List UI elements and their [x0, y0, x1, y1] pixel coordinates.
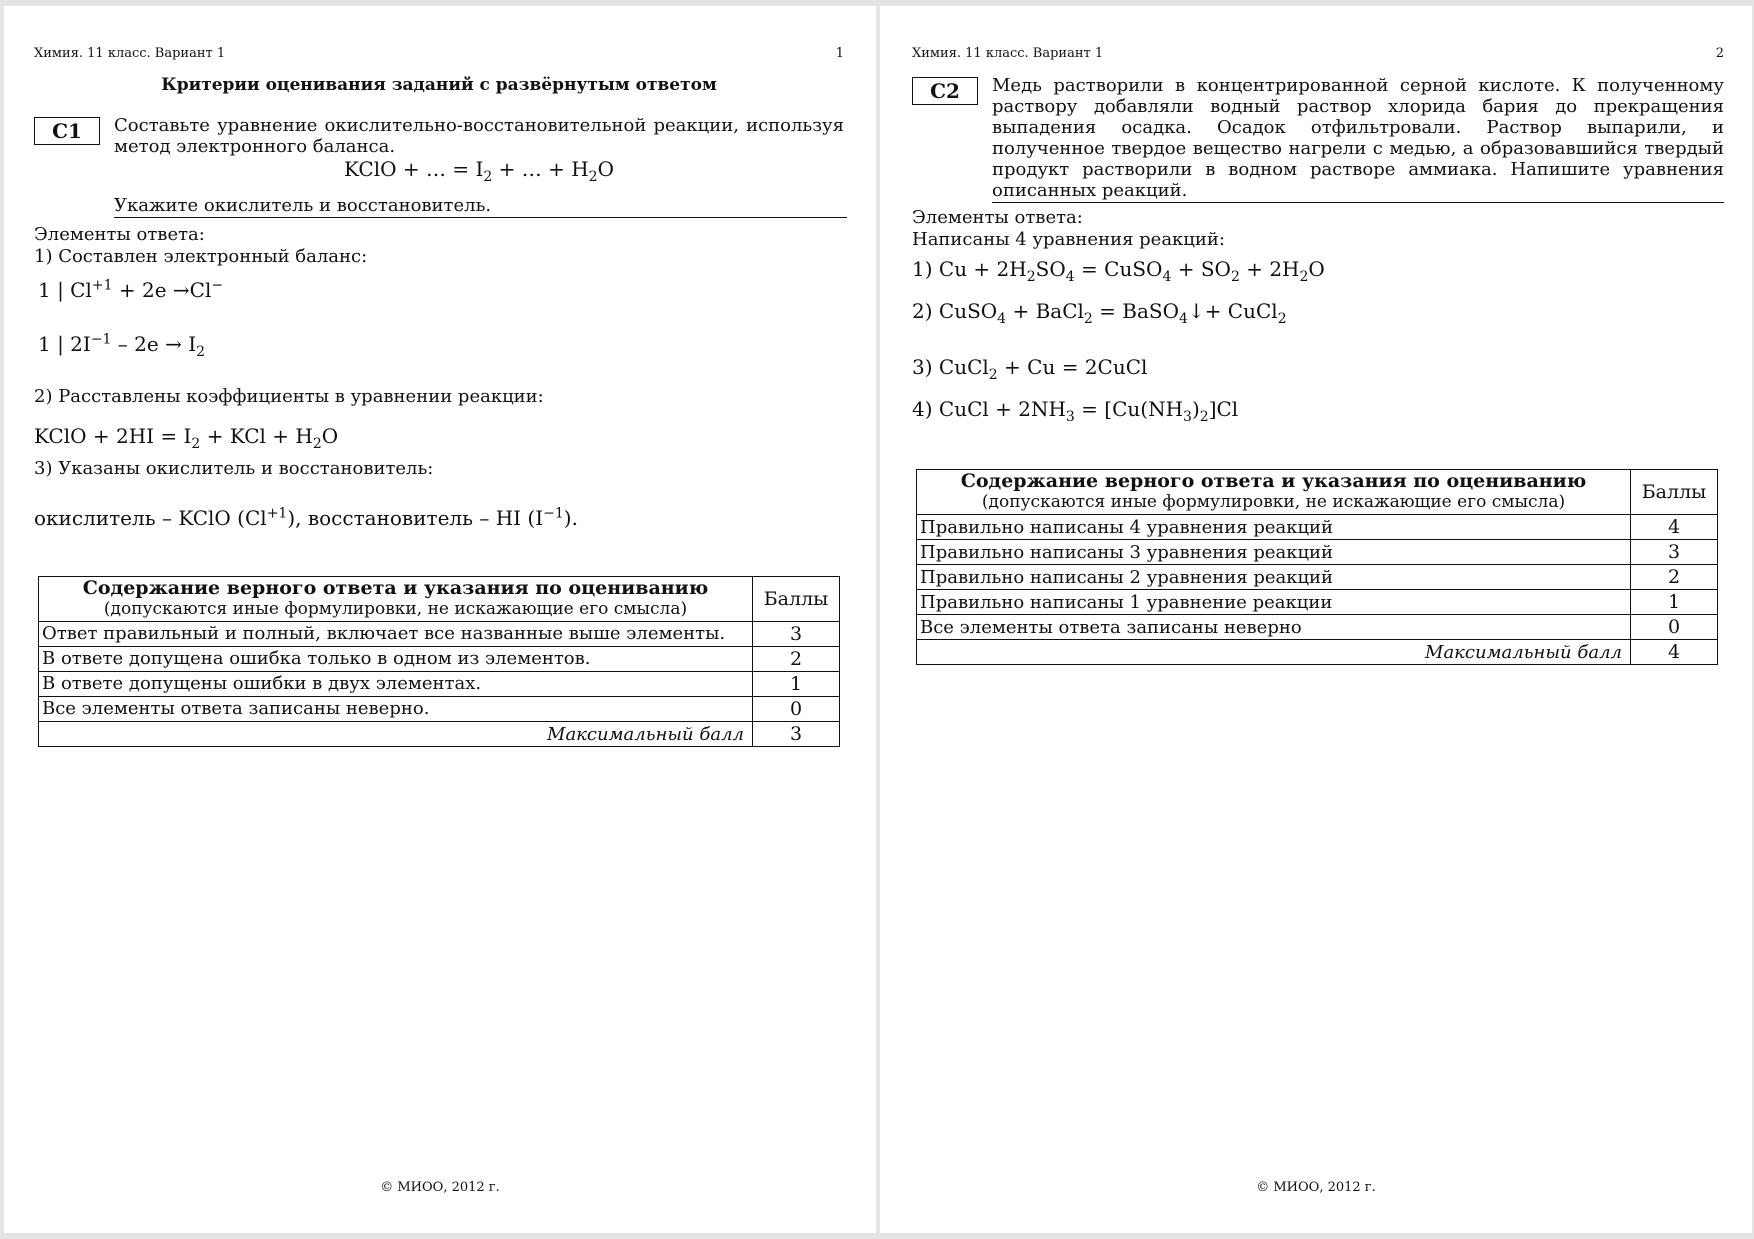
reaction-3: 3) CuCl$_2$ + Cu = 2CuCl [912, 355, 1148, 383]
task-text: Медь растворили в концентрированной серной кислоте. К полученному раствору добавляли водный раствор хлорида бария до прекращения выпадения осадка. Осадок отфильтровали. Раствор выпарили, и полученное твердое вещество нагрели с медью, а образовавшийся твердый продукт растворили в водном растворе аммиака. Напишите уравнения описанных реакций. [992, 75, 1724, 201]
criterion-points: 2 [753, 647, 840, 672]
grading-table [38, 576, 840, 747]
running-header [34, 46, 844, 61]
criterion-points: 2 [1631, 565, 1718, 590]
criterion-points: 4 [1631, 515, 1718, 540]
answer-intro: Написаны 4 уравнения реакций: [912, 229, 1225, 250]
reducer-label: восстановитель [307, 506, 474, 530]
page-right-content [912, 42, 1724, 665]
task-c1 [34, 115, 844, 218]
table-row [39, 672, 840, 697]
table-header-row [39, 577, 840, 622]
reaction-4: 4) CuCl + $2NH_3 = [Cu(NH_3)_2]Cl$ [912, 397, 1239, 425]
table-row [39, 647, 840, 672]
running-header [912, 46, 1724, 61]
step-3: 3) Указаны окислитель и восстановитель: [34, 458, 434, 479]
task-number-box: С1 [34, 117, 100, 145]
task-number-box: С2 [912, 77, 978, 105]
criterion-points: 0 [753, 697, 840, 722]
table-header-row [917, 470, 1718, 515]
table-header-sub: (допускаются иные формулировки, не искажающие его смысла) [103, 599, 688, 619]
task-instruction: Укажите окислитель и восстановитель. [114, 195, 847, 218]
criterion-text: Правильно написаны 1 уравнение реакции [917, 590, 1631, 615]
table-row [917, 590, 1718, 615]
balanced-equation: KClO + $2HI = I_2$ + KCl + $H_2O$ [34, 424, 339, 452]
answer-label: Элементы ответа: [912, 207, 1083, 228]
page-number: 1 [835, 46, 844, 61]
page-right [880, 6, 1752, 1233]
max-score-label: Максимальный балл [917, 640, 1631, 665]
reaction-2: 2) CuSO$_4$ + BaCl$_2$ = BaSO$_4$↓+ CuCl$_2$ [912, 299, 1287, 327]
page-footer: © МИОО, 2012 г. [1256, 1180, 1376, 1195]
table-row [39, 697, 840, 722]
table-row [917, 565, 1718, 590]
table-row [917, 515, 1718, 540]
criterion-text: В ответе допущены ошибки в двух элементах. [39, 672, 753, 697]
oxidizer-reducer-line: окислитель – KClO $(Cl^{+1})$, восстановитель – HI $(I^{-1})$. [34, 505, 578, 530]
criterion-text: Правильно написаны 4 уравнения реакций [917, 515, 1631, 540]
task-text-block [114, 115, 844, 218]
criterion-text: Правильно написаны 3 уравнения реакций [917, 540, 1631, 565]
table-row [917, 615, 1718, 640]
balance-line-2: 1 | $2I^{-1} - 2e \to I_2$ [38, 331, 206, 360]
page-left-content [34, 42, 844, 747]
answer-label: Элементы ответа: [34, 224, 205, 245]
step-1: 1) Составлен электронный баланс: [34, 246, 368, 267]
page-footer: © МИОО, 2012 г. [380, 1180, 500, 1195]
table-header-main: Содержание верного ответа и указания по оцениванию [82, 577, 709, 599]
criteria-title: Критерии оценивания заданий с развёрнутым ответом [161, 75, 717, 95]
table-header-points: Баллы [753, 577, 840, 622]
balance-prefix: 1 | [38, 278, 64, 302]
grading-table [916, 469, 1718, 665]
table-header-points: Баллы [1631, 470, 1718, 515]
criterion-text: Все элементы ответа записаны неверно [917, 615, 1631, 640]
page-number: 2 [1715, 46, 1724, 61]
criterion-points: 1 [1631, 590, 1718, 615]
table-header-content [917, 470, 1631, 515]
criterion-text: В ответе допущена ошибка только в одном из элементов. [39, 647, 753, 672]
balance-prefix: 1 | [38, 332, 64, 356]
task-text: Составьте уравнение окислительно-восстановительной реакции, используя метод электронного баланса. [114, 115, 844, 157]
max-score-value: 3 [753, 722, 840, 747]
header-title: Химия. 11 класс. Вариант 1 [34, 46, 226, 61]
table-max-row [39, 722, 840, 747]
page-left [4, 6, 876, 1233]
table-row [39, 622, 840, 647]
table-header-content [39, 577, 753, 622]
task-c2 [912, 75, 1724, 203]
table-max-row [917, 640, 1718, 665]
table-header-main: Содержание верного ответа и указания по оцениванию [960, 470, 1587, 492]
criterion-points: 0 [1631, 615, 1718, 640]
max-score-value: 4 [1631, 640, 1718, 665]
criterion-points: 3 [753, 622, 840, 647]
step-2: 2) Расставлены коэффициенты в уравнении реакции: [34, 386, 544, 407]
max-score-label: Максимальный балл [39, 722, 753, 747]
table-header-sub: (допускаются иные формулировки, не искажающие его смысла) [981, 492, 1566, 512]
header-title: Химия. 11 класс. Вариант 1 [912, 46, 1104, 61]
criterion-points: 1 [753, 672, 840, 697]
criterion-points: 3 [1631, 540, 1718, 565]
criterion-text: Правильно написаны 2 уравнения реакций [917, 565, 1631, 590]
criterion-text: Ответ правильный и полный, включает все названные выше элементы. [39, 622, 753, 647]
criterion-text: Все элементы ответа записаны неверно. [39, 697, 753, 722]
task-formula: KClO + … = $I_2$ + … + $H_2O$ [344, 157, 614, 185]
oxidizer-label: окислитель [34, 506, 156, 530]
reaction-1: 1) $Cu + 2H_2SO_4$ = CuSO$_4$ + $SO_2 + 2H_2O$ [912, 257, 1325, 285]
table-row [917, 540, 1718, 565]
balance-line-1: 1 | $Cl^{+1} + 2e \to Cl^-$ [38, 277, 224, 302]
